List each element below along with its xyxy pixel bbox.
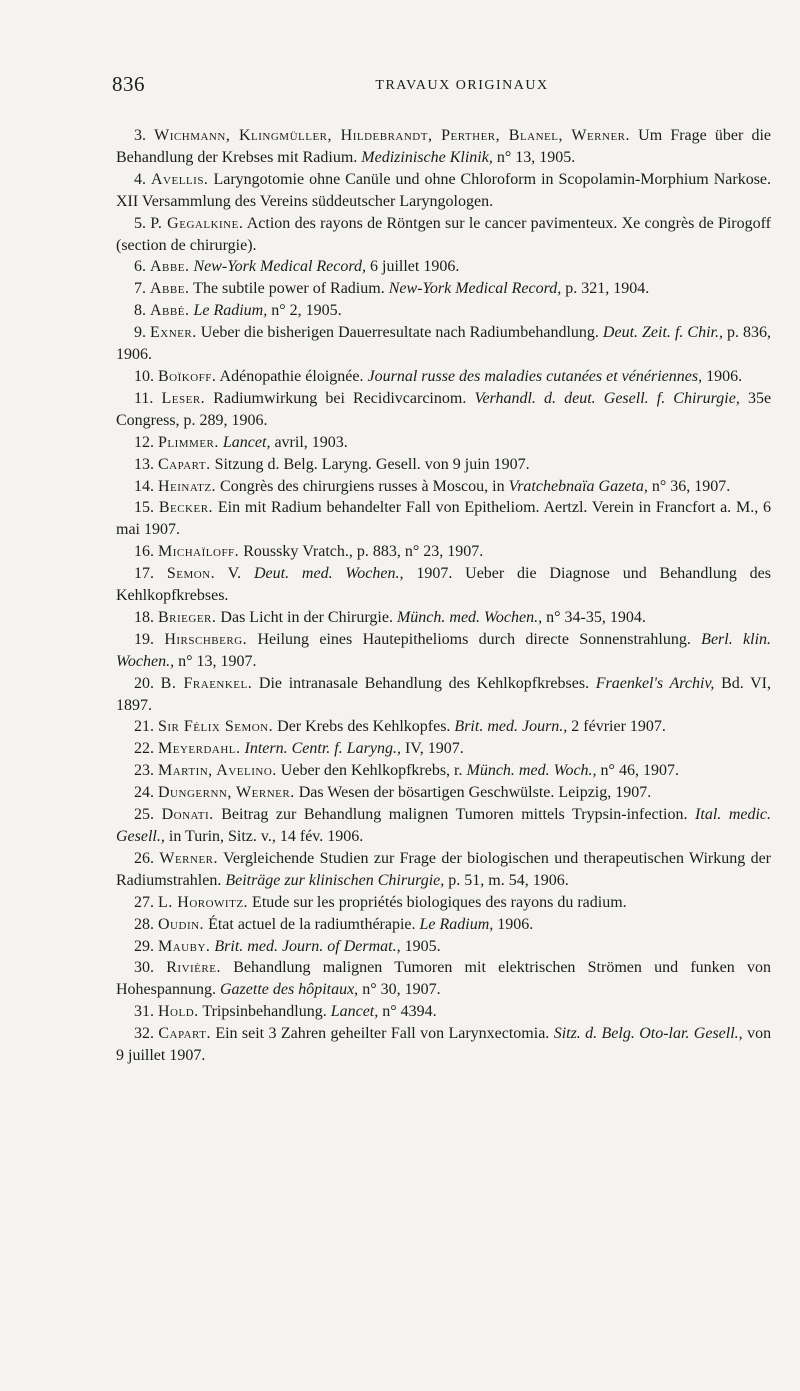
reference-authors: Heinatz. (158, 477, 217, 495)
reference-title: Ein seit 3 Zahren geheilter Fall von Larynxectomia. (215, 1025, 550, 1043)
reference-details: 1907. Ueber die Diagnose und Behandlung des Kehlkopfkrebses. (116, 565, 771, 605)
reference-item (116, 497, 771, 541)
reference-title: Ueber die bisherigen Dauerresultate nach Radiumbehandlung. (200, 324, 599, 342)
reference-authors: Semon. (166, 565, 216, 583)
reference-details: von 9 juillet 1907. (116, 1025, 772, 1065)
reference-authors: Becker. (158, 499, 214, 517)
reference-details: n° 13, 1907. (178, 652, 257, 670)
reference-number: 9. (134, 324, 146, 342)
reference-number: 20. (134, 674, 154, 692)
reference-source: Fraenkel's Archiv, (595, 674, 715, 692)
reference-number: 14. (134, 477, 154, 495)
reference-number: 17. (134, 565, 154, 583)
reference-number: 32. (134, 1025, 154, 1043)
reference-source: Medizinische Klinik, (361, 148, 493, 166)
reference-details: n° 2, 1905. (271, 302, 342, 320)
reference-authors: Leser. (161, 389, 206, 407)
reference-number: 6. (134, 258, 146, 276)
reference-authors: Hold. (158, 1003, 199, 1021)
reference-details: 1906. (706, 367, 743, 385)
reference-number: 10. (134, 367, 154, 385)
reference-number: 18. (134, 608, 154, 626)
reference-details: Bd. VI, 1897. (116, 674, 772, 714)
reference-authors: Meyerdahl. (158, 740, 241, 758)
reference-number: 11. (134, 389, 154, 407)
reference-title: Tripsinbehandlung. (202, 1003, 327, 1021)
reference-item (116, 432, 771, 454)
reference-item (116, 892, 771, 914)
reference-details: in Turin, Sitz. v., 14 fév. 1906. (168, 828, 364, 845)
reference-authors: Mauby. (158, 937, 211, 955)
reference-source: Le Radium, (193, 302, 268, 320)
reference-item (116, 782, 771, 804)
reference-source: Beiträge zur klinischen Chirurgie, (225, 871, 445, 889)
reference-details: IV, 1907. (404, 740, 464, 758)
reference-authors: Donati. (161, 806, 214, 824)
reference-item (116, 169, 771, 213)
page-number: 836 (112, 72, 145, 96)
reference-details: n° 46, 1907. (600, 762, 679, 780)
reference-number: 31. (134, 1003, 154, 1021)
reference-details: n° 4394. (382, 1003, 437, 1021)
reference-item (116, 629, 771, 673)
reference-number: 13. (134, 455, 154, 473)
reference-authors: Michaïloff. (158, 543, 240, 561)
reference-title: Heilung eines Hautepithelioms durch directe Sonnenstrahlung. (257, 630, 691, 648)
reference-number: 7. (134, 280, 146, 298)
reference-number: 29. (134, 937, 154, 955)
reference-title: État actuel de la radiumthérapie. (208, 915, 416, 933)
reference-item (116, 1001, 771, 1023)
reference-number: 23. (134, 762, 154, 780)
reference-number: 21. (134, 718, 154, 736)
reference-item (116, 607, 771, 629)
reference-source: Gazette des hôpitaux, (219, 981, 359, 999)
reference-title: Action des rayons de Röntgen sur le cancer pavimenteux. Xe congrès de Pirogoff (section de chirurgie). (116, 214, 771, 254)
reference-details: n° 34-35, 1904. (546, 608, 646, 626)
reference-source: Journal russe des maladies cutanées et vénériennes, (367, 367, 703, 385)
reference-authors: Abbé. (150, 302, 190, 320)
reference-authors: Brieger. (158, 608, 217, 626)
reference-number: 22. (134, 740, 154, 758)
reference-title: Etude sur les propriétés biologiques des rayons du radium. (252, 893, 627, 911)
reference-number: 26. (134, 849, 154, 867)
reference-authors: Capart. (158, 1025, 211, 1043)
reference-title: Vergleichende Studien zur Frage der biologischen und therapeutischen Wirkung der Radiumstrahlen. (116, 849, 772, 889)
reference-title: Sitzung d. Belg. Laryng. Gesell. von 9 juin 1907. (214, 455, 530, 473)
reference-title: Der Krebs des Kehlkopfes. (277, 718, 451, 736)
reference-authors: Rivière. (166, 959, 221, 977)
reference-number: 15. (134, 499, 154, 517)
reference-authors: Avellis. (151, 170, 209, 188)
reference-source: Münch. med. Wochen., (396, 608, 543, 626)
reference-source: Brit. med. Journ. of Dermat., (214, 937, 401, 955)
reference-details: avril, 1903. (274, 433, 348, 451)
reference-source: Lancet, (330, 1003, 379, 1021)
reference-source: New-York Medical Record, (193, 258, 367, 276)
reference-item (116, 673, 771, 717)
reference-title: Congrès des chirurgiens russes à Moscou, in (220, 477, 505, 495)
reference-number: 28. (134, 915, 154, 933)
reference-item (116, 476, 771, 498)
reference-source: Vratchebnaïa Gazeta, (508, 477, 648, 495)
reference-number: 16. (134, 543, 154, 561)
reference-title: Adénopathie éloignée. (219, 367, 364, 385)
reference-source: Intern. Centr. f. Laryng., (244, 740, 401, 758)
reference-source: Deut. Zeit. f. Chir., (602, 324, 723, 342)
reference-title: Die intranasale Behandlung des Kehlkopfkrebses. (258, 674, 590, 692)
reference-item (116, 848, 771, 892)
reference-item (116, 454, 771, 476)
reference-details: n° 13, 1905. (496, 148, 576, 166)
reference-item (116, 738, 771, 760)
reference-number: 5. (134, 214, 146, 232)
reference-details: n° 30, 1907. (362, 981, 441, 999)
reference-authors: Martin, Avelino. (158, 762, 277, 780)
reference-item (116, 1023, 771, 1067)
reference-authors: P. Gegalkine. (150, 214, 244, 232)
reference-details: p. 836, 1906. (116, 324, 772, 364)
reference-item (116, 716, 771, 738)
reference-authors: L. Horowitz. (158, 893, 249, 911)
reference-number: 4. (134, 170, 146, 188)
reference-source: Le Radium, (419, 915, 494, 933)
reference-details: 6 juillet 1906. (370, 258, 460, 276)
reference-number: 3. (134, 127, 146, 144)
reference-source: Ital. medic. Gesell., (116, 806, 772, 845)
reference-number: 12. (134, 433, 154, 451)
reference-title: The subtile power of Radium. (193, 280, 385, 298)
reference-item (116, 278, 771, 300)
reference-title: Das Wesen der bösartigen Geschwülste. Leipzig, 1907. (298, 784, 652, 802)
reference-title: Ueber den Kehlkopfkrebs, r. (280, 762, 463, 780)
reference-item (116, 256, 771, 278)
reference-authors: Boïkoff. (158, 367, 217, 385)
reference-source: Lancet, (222, 433, 271, 451)
reference-number: 30. (134, 959, 154, 977)
reference-authors: Werner. (159, 849, 219, 867)
reference-authors: Plimmer. (158, 433, 219, 451)
reference-item (116, 541, 771, 563)
reference-item (116, 388, 771, 432)
reference-item (116, 957, 771, 1001)
reference-number: 19. (134, 630, 154, 648)
reference-details: n° 36, 1907. (651, 477, 731, 495)
reference-number: 24. (134, 784, 154, 802)
reference-item (116, 213, 771, 257)
reference-source: Deut. med. Wochen., (254, 565, 404, 583)
reference-source: Brit. med. Journ., (454, 718, 568, 736)
reference-authors: Capart. (158, 455, 211, 473)
reference-authors: Oudin. (158, 915, 205, 933)
reference-authors: Sir Félix Semon. (158, 718, 274, 736)
reference-item (116, 760, 771, 782)
reference-item (116, 563, 771, 607)
reference-title: Das Licht in der Chirurgie. (220, 608, 393, 626)
reference-number: 25. (134, 806, 154, 824)
reference-details: 35e Congress, p. 289, 1906. (116, 389, 772, 429)
reference-authors: Wichmann, Klingmüller, Hildebrandt, Perther, Blanel, Werner. (154, 127, 631, 144)
reference-number: 8. (134, 302, 146, 320)
reference-details: 1906. (497, 915, 534, 933)
reference-authors: Exner. (150, 324, 197, 342)
page-header (112, 72, 772, 102)
reference-authors: Abbe. (150, 280, 190, 298)
reference-authors: Abbe. (150, 258, 190, 276)
reference-title: Behandlung malignen Tumoren mit elektrischen Strömen und funken von Hohespannung. (116, 959, 771, 999)
reference-item (116, 300, 771, 322)
reference-authors: Dungernn, Werner. (158, 784, 295, 802)
reference-title: Laryngotomie ohne Canüle und ohne Chloroform in Scopolamin-Morphium Narkose. XII Versammlung des Vereins süddeutscher Laryngologen. (116, 170, 772, 210)
reference-details: p. 51, m. 54, 1906. (448, 871, 569, 889)
reference-details: 1905. (404, 937, 441, 955)
reference-title: Um Frage über die Behandlung der Krebses mit Radium. (116, 127, 772, 166)
reference-title: V. (227, 565, 242, 583)
reference-source: Münch. med. Woch., (466, 762, 597, 780)
reference-item (116, 914, 771, 936)
running-head: TRAVAUX ORIGINAUX (375, 78, 549, 93)
reference-item (116, 804, 771, 848)
reference-details: 2 février 1907. (571, 718, 666, 736)
reference-item (116, 936, 771, 958)
reference-authors: Hirschberg. (164, 630, 248, 648)
reference-item (116, 322, 771, 366)
reference-number: 27. (134, 893, 154, 911)
reference-title: Rousskу Vratch., p. 883, n° 23, 1907. (243, 543, 484, 561)
reference-list (116, 125, 771, 1067)
reference-item (116, 125, 771, 169)
reference-title: Ein mit Radium behandelter Fall von Epitheliom. Aertzl. Verein in Francfort a. M., 6 mai 1907. (116, 499, 772, 539)
reference-source: Sitz. d. Belg. Oto-lar. Gesell., (553, 1025, 743, 1043)
reference-title: Radiumwirkung bei Recidivcarcinom. (213, 389, 467, 407)
reference-source: New-York Medical Record, (388, 280, 562, 298)
reference-title: Beitrag zur Behandlung malignen Tumoren mittels Trypsin-infection. (221, 806, 688, 824)
reference-source: Berl. klin. Wochen., (116, 630, 772, 670)
reference-item (116, 366, 771, 388)
reference-authors: B. Fraenkel. (160, 674, 253, 692)
reference-details: p. 321, 1904. (565, 280, 650, 298)
reference-source: Verhandl. d. deut. Gesell. f. Chirurgie, (474, 389, 740, 407)
